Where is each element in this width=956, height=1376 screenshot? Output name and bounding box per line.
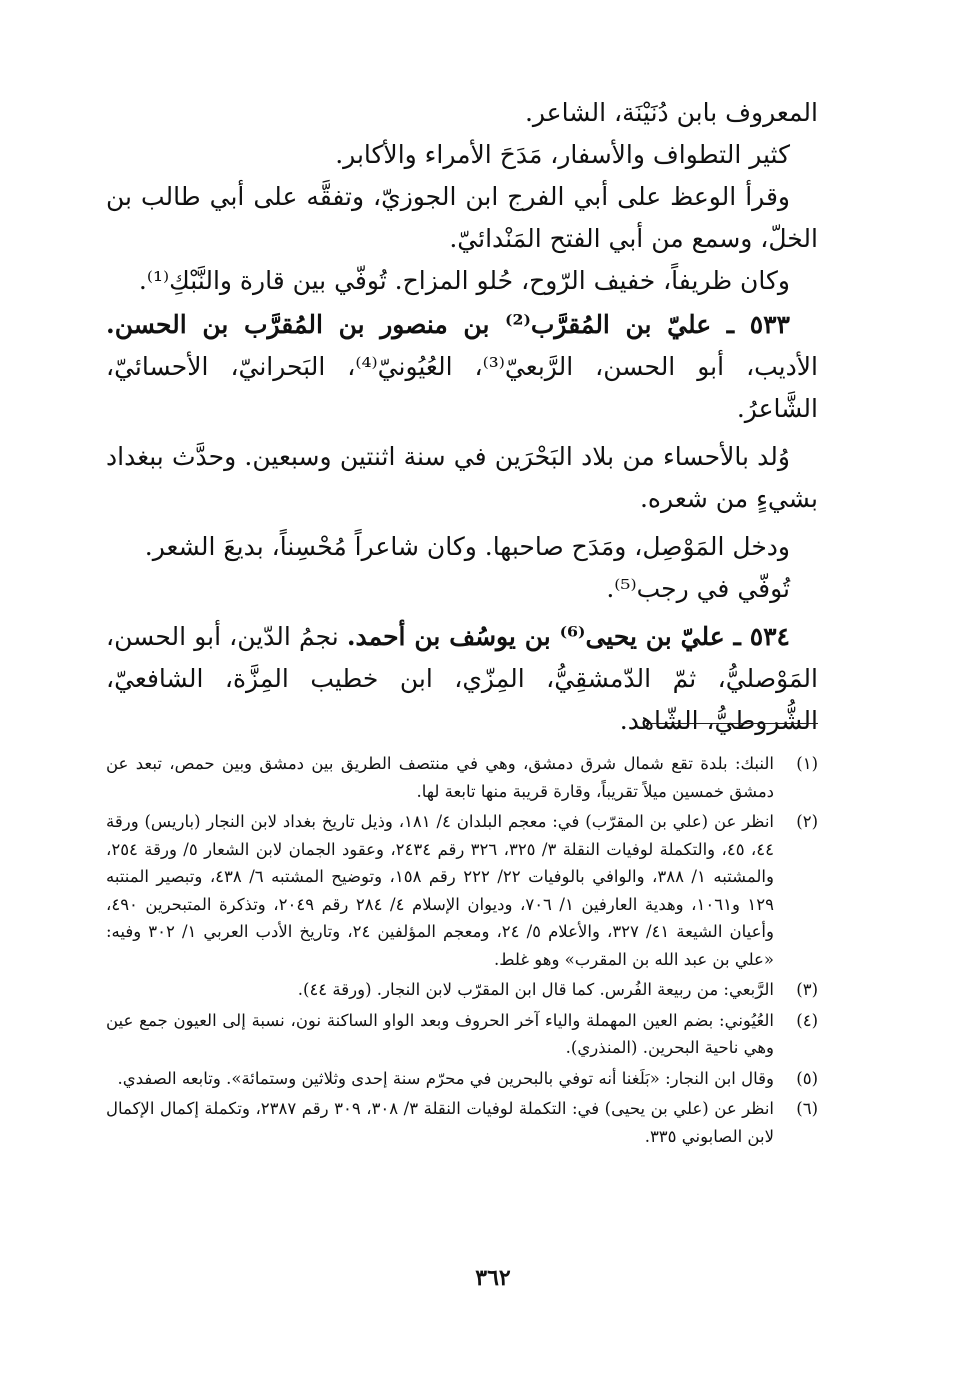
footnote-number: (٣) <box>796 980 818 999</box>
footnote-6 <box>106 1095 818 1150</box>
footnote-3 <box>106 976 818 1004</box>
paragraph-death-2: تُوفّي في رجب⁽⁵⁾. <box>606 574 790 603</box>
main-text <box>106 92 818 742</box>
paragraph-studies: وقرأ الوعظ على أبي الفرج ابن الجوزيّ، وتفقَّه على أبي طالب بن الخلّ، وسمع من أبي الفتح المَنْدائيّ. <box>106 182 818 253</box>
footnote-separator <box>646 723 818 724</box>
paragraph-intro: المعروف بابن دُنَيْنَة، الشاعر. <box>524 98 818 127</box>
footnote-5 <box>106 1065 818 1093</box>
footnote-4 <box>106 1007 818 1062</box>
footnote-number: (٦) <box>796 1099 818 1118</box>
footnote-number: (٥) <box>796 1068 818 1088</box>
footnote-number: (٤) <box>796 1010 818 1030</box>
footnote-2 <box>106 808 818 973</box>
footnote-text: العُيُوني: بضم العين المهملة والياء آخر الحروف وبعد الواو الساكنة نون، نسبة إلى العيون جمع عين وهي ناحية البحرين. (المنذري). <box>106 1010 774 1057</box>
entry-534-heading: ٥٣٤ ـ عليّ بن يحيى⁽⁶⁾ بن يوسُف بن أحمد. <box>346 622 790 651</box>
footnote-1 <box>106 750 818 805</box>
paragraph-death-1: وكان ظريفاً، خفيف الرّوح، حُلو المزاح. تُوفّي بين قارة والنَّبْكِ⁽¹⁾. <box>138 266 790 295</box>
footnote-text: الرَّبعي: من ربيعة الفُرس. كما قال ابن المقرّب لابن النجار. (ورقة ٤٤). <box>297 980 774 999</box>
entry-533-titles: الأديب، أبو الحسن، الرَّبعيّ⁽³⁾، العُيُونيّ⁽⁴⁾، البَحرانيّ، الأحسائيّ، الشَّاعرُ. <box>106 352 818 423</box>
footnotes <box>106 750 818 1153</box>
footnote-text: انظر عن (علي بن المقرّب) في: معجم البلدان ٤/ ١٨١، وذيل تاريخ بغداد لابن النجار (باريس) ورقة ٤٤، ٤٥، والتكملة لوفيات النقلة ٣/ ٣٢٥، ٣٢٦ رقم ٢٤٣٤، وعقود الجمان لابن الشعار ٥/ ورقة ٢٥٤، والمشتبه ١/ ٣٨٨، والوافي بالوفيات ٢٢/ ٢٢٢ رقم ١٥٨، وتوضيح المشتبه ٦/ ٤٣٨، وتبصير المنتبه ١٢٩ و١٠٦١، وهدية العارفين ١/ ٧٠٦، وديوان الإسلام ٤/ ٢٨٤ رقم ٢٠٤٩، وتذكرة المتبحرين ٤٩٠، وأعيان الشيعة ٤١/ ٣٢٧، والأعلام ٥/ ٢٤، ومعجم المؤلفين ٢٤، وتاريخ الأدب العربي ١/ ٣٠٢ وفيه: «علي بن عبد الله بن المقرب» وهو غلط. <box>106 812 775 969</box>
footnote-text: وقال ابن النجار: «بَلَغنا أنه توفي بالبحرين في محرّم سنة إحدى وثلاثين وستمائة». وتابعه الصفدي. <box>117 1068 774 1088</box>
footnote-text: انظر عن (علي بن يحيى) في: التكملة لوفيات النقلة ٣/ ٣٠٨، ٣٠٩ رقم ٢٣٨٧، وتكملة إكمال الإكمال لابن الصابوني ٣٣٥. <box>106 1099 774 1146</box>
paragraph-birth: وُلد بالأحساء من بلاد البَحْرَين في سنة اثنتين وسبعين. وحدَّث ببغداد بشيءٍ من شعره. <box>106 442 818 513</box>
page-number: ٣٦٢ <box>475 1265 511 1291</box>
paragraph-travels: كثير التطواف والأسفار، مَدَحَ الأمراء والأكابر. <box>335 140 790 169</box>
footnote-number: (١) <box>796 754 818 773</box>
entry-533 <box>106 304 818 430</box>
entry-534-titles: نجمُ الدّين، أبو الحسن، المَوْصليُّ، ثمّ الدّمشقِيُّ، المِزّي، ابن خطيب المِزَّة، الشافعيّ، الشُّروطيُّ، الشّاهد. <box>106 622 818 735</box>
footnote-text: النبك: بلدة تقع شمال شرق دمشق، وهي في منتصف الطريق بين دمشق وبين حمص، تبعد عن دمشق خمسين ميلاً تقريباً، وقارة قريبة منها تابعة لها. <box>106 754 774 801</box>
paragraph-mosul: ودخل المَوْصِل، ومَدَح صاحبها. وكان شاعراً مُحْسِناً، بديعَ الشعر. <box>144 532 790 561</box>
footnote-number: (٢) <box>796 812 818 831</box>
entry-533-heading: ٥٣٣ ـ عليّ بن المُقرَّب⁽²⁾ بن منصور بن المُقرَّب بن الحسن. <box>106 310 790 339</box>
